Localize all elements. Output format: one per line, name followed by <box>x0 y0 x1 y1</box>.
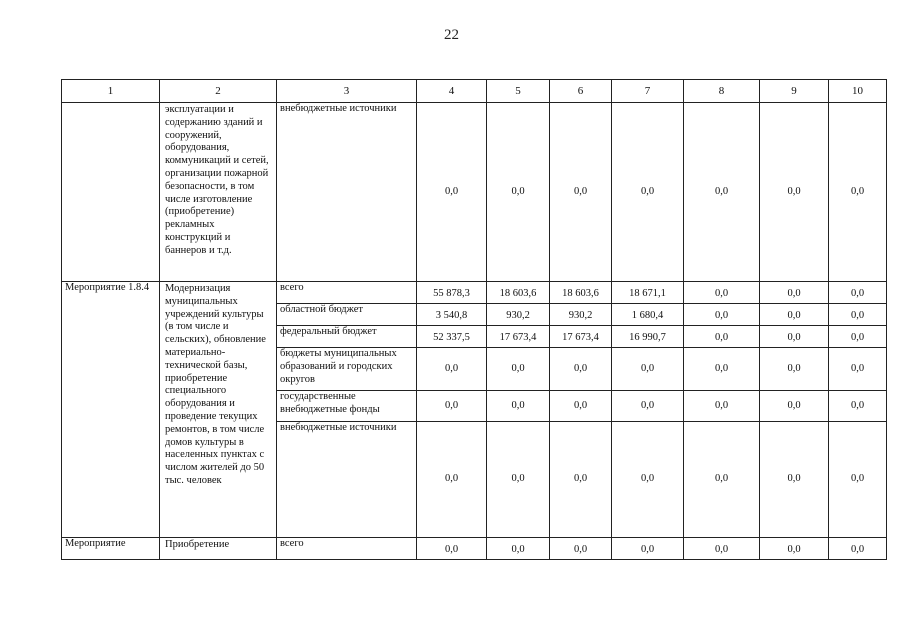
value-cell: 0,0 <box>760 348 829 391</box>
value-cell: 55 878,3 <box>417 282 487 304</box>
value-cell: 0,0 <box>829 422 887 538</box>
value-cell: 0,0 <box>684 282 760 304</box>
value-cell: 0,0 <box>550 538 612 560</box>
source-cell: федеральный бюджет <box>277 326 417 348</box>
value-cell: 0,0 <box>487 538 550 560</box>
value-cell: 17 673,4 <box>550 326 612 348</box>
value-cell: 930,2 <box>550 304 612 326</box>
value-cell: 0,0 <box>417 103 487 282</box>
value-cell: 0,0 <box>550 422 612 538</box>
value-cell: 18 671,1 <box>612 282 684 304</box>
value-cell: 0,0 <box>612 103 684 282</box>
header-cell: 7 <box>612 80 684 103</box>
source-cell: всего <box>277 282 417 304</box>
value-cell: 52 337,5 <box>417 326 487 348</box>
value-cell: 0,0 <box>760 103 829 282</box>
value-cell: 0,0 <box>760 538 829 560</box>
source-cell: внебюджетные источники <box>277 422 417 538</box>
description-cell: Приобретение <box>160 538 277 560</box>
value-cell: 0,0 <box>829 538 887 560</box>
value-cell: 0,0 <box>684 103 760 282</box>
value-cell: 0,0 <box>550 103 612 282</box>
value-cell: 0,0 <box>612 348 684 391</box>
value-cell: 0,0 <box>612 538 684 560</box>
value-cell: 0,0 <box>760 391 829 422</box>
header-cell: 1 <box>62 80 160 103</box>
source-cell: государственные внебюджетные фонды <box>277 391 417 422</box>
value-cell: 17 673,4 <box>487 326 550 348</box>
value-cell: 3 540,8 <box>417 304 487 326</box>
value-cell: 0,0 <box>550 348 612 391</box>
value-cell: 0,0 <box>612 422 684 538</box>
value-cell: 0,0 <box>684 348 760 391</box>
source-cell: всего <box>277 538 417 560</box>
value-cell: 0,0 <box>417 538 487 560</box>
table-row <box>62 538 887 560</box>
value-cell: 0,0 <box>612 391 684 422</box>
value-cell: 0,0 <box>829 304 887 326</box>
value-cell: 0,0 <box>684 304 760 326</box>
header-cell: 8 <box>684 80 760 103</box>
description-cell: эксплуатации и содержанию зданий и сооружений, оборудования, коммуникаций и сетей, организации пожарной безопасности, в том числе изготовление (приобретение) рекламных конструкций и баннеров и т.д. <box>160 103 277 282</box>
measure-cell: Мероприятие 1.8.4 <box>62 282 160 538</box>
header-cell: 2 <box>160 80 277 103</box>
value-cell: 0,0 <box>487 348 550 391</box>
header-cell: 10 <box>829 80 887 103</box>
budget-table <box>61 79 887 560</box>
value-cell: 0,0 <box>487 391 550 422</box>
page-number: 22 <box>444 27 459 43</box>
value-cell: 1 680,4 <box>612 304 684 326</box>
value-cell: 0,0 <box>829 391 887 422</box>
value-cell: 0,0 <box>684 326 760 348</box>
measure-cell: Мероприятие <box>62 538 160 560</box>
value-cell: 16 990,7 <box>612 326 684 348</box>
header-row <box>62 80 887 103</box>
value-cell: 0,0 <box>487 422 550 538</box>
header-cell: 4 <box>417 80 487 103</box>
value-cell: 0,0 <box>760 422 829 538</box>
value-cell: 0,0 <box>550 391 612 422</box>
source-cell: бюджеты муниципальных образований и городских округов <box>277 348 417 391</box>
table-row <box>62 282 887 304</box>
source-cell: внебюджетные источники <box>277 103 417 282</box>
value-cell: 0,0 <box>684 391 760 422</box>
value-cell: 0,0 <box>417 422 487 538</box>
value-cell: 0,0 <box>760 282 829 304</box>
source-cell: областной бюджет <box>277 304 417 326</box>
value-cell: 18 603,6 <box>550 282 612 304</box>
header-cell: 6 <box>550 80 612 103</box>
value-cell: 18 603,6 <box>487 282 550 304</box>
value-cell: 930,2 <box>487 304 550 326</box>
value-cell: 0,0 <box>760 304 829 326</box>
measure-cell <box>62 103 160 282</box>
value-cell: 0,0 <box>487 103 550 282</box>
header-cell: 3 <box>277 80 417 103</box>
header-cell: 5 <box>487 80 550 103</box>
value-cell: 0,0 <box>829 348 887 391</box>
value-cell: 0,0 <box>829 103 887 282</box>
value-cell: 0,0 <box>417 348 487 391</box>
value-cell: 0,0 <box>760 326 829 348</box>
value-cell: 0,0 <box>829 282 887 304</box>
value-cell: 0,0 <box>684 538 760 560</box>
value-cell: 0,0 <box>417 391 487 422</box>
header-cell: 9 <box>760 80 829 103</box>
table-row <box>62 103 887 282</box>
value-cell: 0,0 <box>684 422 760 538</box>
value-cell: 0,0 <box>829 326 887 348</box>
description-cell: Модернизация муниципальных учреждений культуры (в том числе и сельских), обновление материально-технической базы, приобретение специального оборудования и проведение текущих ремонтов, в том числе домов культуры в населенных пунктах с числом жителей до 50 тыс. человек <box>160 282 277 538</box>
